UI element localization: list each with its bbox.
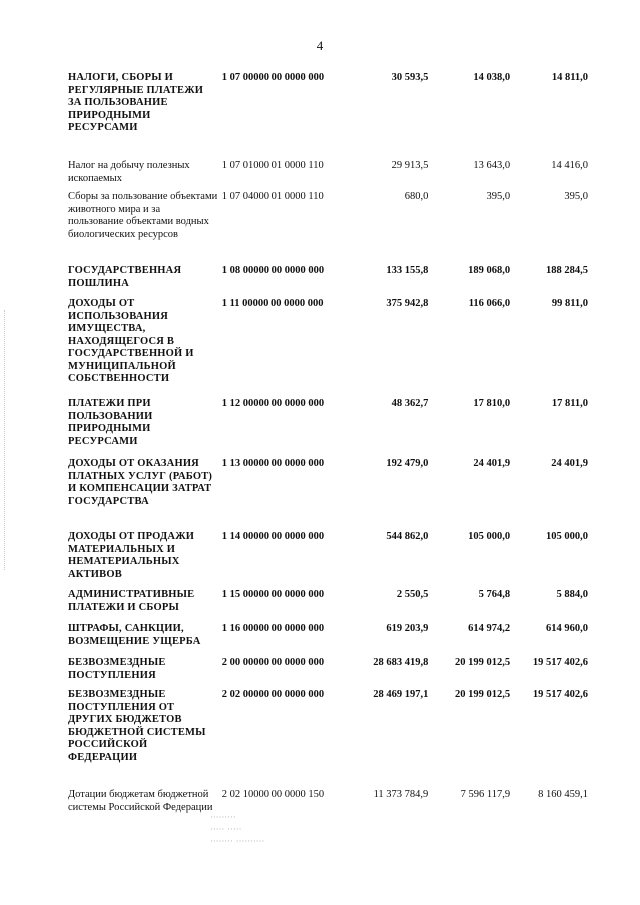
- row-code: 2 02 10000 00 0000 150: [221, 789, 325, 800]
- row-value-1: 28 683 419,8: [373, 657, 429, 668]
- row-code: 2 02 00000 00 0000 000: [221, 689, 325, 700]
- row-value-1: 48 362,7: [391, 398, 429, 409]
- row-value-3: 99 811,0: [551, 298, 588, 309]
- row-value-2: 189 068,0: [468, 265, 511, 276]
- row-name: Дотации бюджетам бюджетной системы Российской Федерации: [68, 789, 213, 813]
- row-value-2: 116 066,0: [468, 298, 511, 309]
- row-value-1: 192 479,0: [386, 458, 429, 469]
- row-code: 1 12 00000 00 0000 000: [221, 398, 325, 409]
- table-row: [68, 72, 588, 135]
- table-row: [68, 458, 588, 508]
- page-number: 4: [316, 38, 324, 53]
- row-value-3: 14 416,0: [551, 160, 588, 171]
- row-value-3: 5 884,0: [556, 589, 588, 600]
- row-value-1: 680,0: [404, 191, 429, 202]
- row-name: БЕЗВОЗМЕЗДНЫЕ ПОСТУПЛЕНИЯ: [68, 657, 166, 681]
- row-value-2: 5 764,8: [478, 589, 511, 600]
- row-value-2: 105 000,0: [468, 531, 511, 542]
- table-row: [68, 531, 588, 581]
- scan-margin-marks: [4, 310, 7, 570]
- row-value-1: 30 593,5: [391, 72, 429, 83]
- table-row: [68, 398, 588, 448]
- row-value-2: 24 401,9: [473, 458, 511, 469]
- row-value-3: 24 401,9: [551, 458, 588, 469]
- table-row: [68, 265, 588, 290]
- table-row: [68, 789, 588, 814]
- table-row: [68, 623, 588, 648]
- row-value-3: 8 160 459,1: [538, 789, 588, 800]
- row-code: 1 16 00000 00 0000 000: [221, 623, 325, 634]
- row-value-3: 105 000,0: [546, 531, 588, 542]
- row-value-3: 14 811,0: [551, 72, 588, 83]
- row-code: 1 13 00000 00 0000 000: [221, 458, 325, 469]
- row-value-1: 133 155,8: [386, 265, 429, 276]
- row-value-3: 19 517 402,6: [532, 689, 588, 700]
- table-row: [68, 657, 588, 682]
- row-value-3: 19 517 402,6: [532, 657, 588, 668]
- row-value-2: 614 974,2: [468, 623, 511, 634]
- row-value-1: 29 913,5: [391, 160, 429, 171]
- row-value-2: 20 199 012,5: [455, 689, 511, 700]
- row-code: 1 07 00000 00 0000 000: [221, 72, 325, 83]
- row-value-3: 188 284,5: [546, 265, 588, 276]
- row-name: ПЛАТЕЖИ ПРИ ПОЛЬЗОВАНИИ ПРИРОДНЫМИ РЕСУРСАМИ: [68, 398, 153, 447]
- row-code: 1 11 00000 00 0000 000: [221, 298, 324, 309]
- row-code: 1 08 00000 00 0000 000: [221, 265, 325, 276]
- row-name: ДОХОДЫ ОТ ОКАЗАНИЯ ПЛАТНЫХ УСЛУГ (РАБОТ) И КОМПЕНСАЦИИ ЗАТРАТ ГОСУДАРСТВА: [68, 458, 213, 507]
- faded-stamp: ········· ····· ····· ········ ··········: [210, 813, 265, 847]
- row-name: НАЛОГИ, СБОРЫ И РЕГУЛЯРНЫЕ ПЛАТЕЖИ ЗА ПОЛЬЗОВАНИЕ ПРИРОДНЫМИ РЕСУРСАМИ: [68, 72, 204, 133]
- table-row: [68, 298, 588, 386]
- row-value-1: 619 203,9: [386, 623, 429, 634]
- row-value-2: 13 643,0: [473, 160, 511, 171]
- row-code: 1 07 04000 01 0000 110: [221, 191, 324, 202]
- row-code: 2 00 00000 00 0000 000: [221, 657, 325, 668]
- row-value-2: 20 199 012,5: [455, 657, 511, 668]
- row-value-2: 17 810,0: [473, 398, 511, 409]
- row-name: Налог на добычу полезных ископаемых: [68, 160, 190, 184]
- row-name: ДОХОДЫ ОТ ИСПОЛЬЗОВАНИЯ ИМУЩЕСТВА, НАХОДЯЩЕГОСЯ В ГОСУДАРСТВЕННОЙ И МУНИЦИПАЛЬНОЙ СОБСТВЕННОСТИ: [68, 298, 194, 384]
- table-row: [68, 191, 588, 241]
- row-name: АДМИНИСТРАТИВНЫЕ ПЛАТЕЖИ И СБОРЫ: [68, 589, 195, 613]
- row-value-1: 2 550,5: [396, 589, 429, 600]
- row-value-2: 14 038,0: [473, 72, 511, 83]
- row-name: БЕЗВОЗМЕЗДНЫЕ ПОСТУПЛЕНИЯ ОТ ДРУГИХ БЮДЖЕТОВ БЮДЖЕТНОЙ СИСТЕМЫ РОССИЙСКОЙ ФЕДЕРАЦИИ: [68, 689, 206, 763]
- row-value-1: 11 373 784,9: [373, 789, 429, 800]
- row-value-3: 614 960,0: [546, 623, 588, 634]
- row-value-1: 544 862,0: [386, 531, 429, 542]
- row-name: Сборы за пользование объектами животного мира и за пользование объектами водных биологических ресурсов: [68, 191, 218, 240]
- row-code: 1 14 00000 00 0000 000: [221, 531, 325, 542]
- row-value-2: 395,0: [486, 191, 511, 202]
- row-value-2: 7 596 117,9: [460, 789, 511, 800]
- table-row: [68, 689, 588, 764]
- row-code: 1 15 00000 00 0000 000: [221, 589, 325, 600]
- row-name: ДОХОДЫ ОТ ПРОДАЖИ МАТЕРИАЛЬНЫХ И НЕМАТЕРИАЛЬНЫХ АКТИВОВ: [68, 531, 195, 580]
- table-row: [68, 160, 588, 185]
- row-name: ГОСУДАРСТВЕННАЯ ПОШЛИНА: [68, 265, 182, 289]
- row-value-3: 17 811,0: [551, 398, 588, 409]
- row-value-1: 375 942,8: [386, 298, 429, 309]
- row-value-3: 395,0: [564, 191, 588, 202]
- table-row: [68, 589, 588, 614]
- row-name: ШТРАФЫ, САНКЦИИ, ВОЗМЕЩЕНИЕ УЩЕРБА: [68, 623, 201, 647]
- row-code: 1 07 01000 01 0000 110: [221, 160, 324, 171]
- row-value-1: 28 469 197,1: [373, 689, 429, 700]
